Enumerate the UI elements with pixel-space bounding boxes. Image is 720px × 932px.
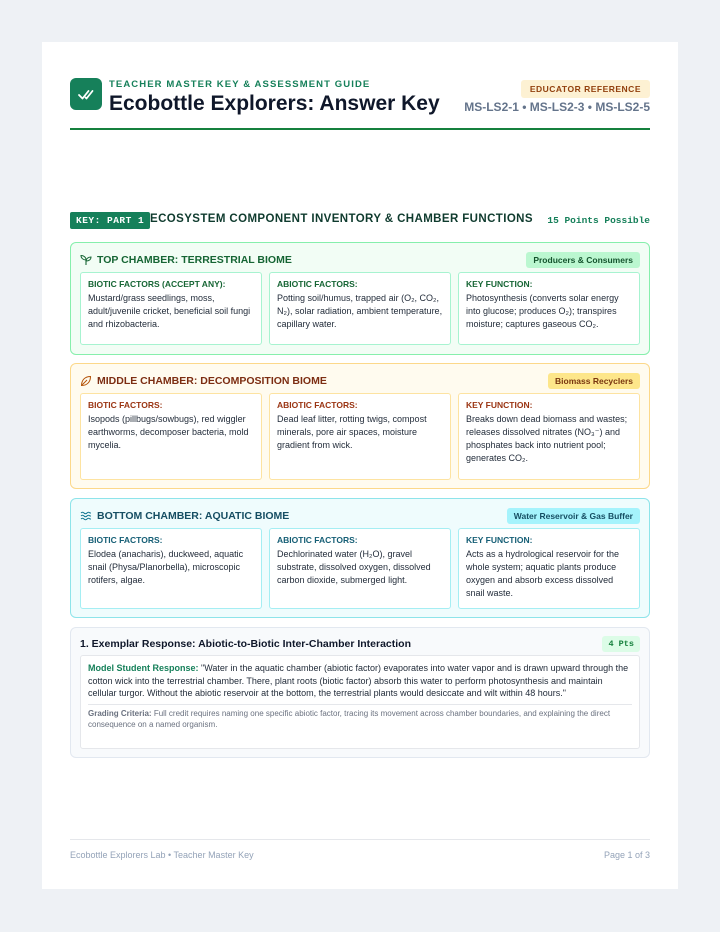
biotic-factors-card — [80, 393, 262, 480]
card-label: BIOTIC FACTORS (ACCEPT ANY): — [88, 279, 226, 289]
chamber-title — [80, 375, 327, 387]
chamber-aquatic — [70, 498, 650, 618]
chamber-title — [80, 510, 289, 522]
grading-criteria — [88, 708, 632, 730]
card-text: Breaks down dead biomass and wastes; releases dissolved nitrates (NO₃⁻) and phosphates back into nutrient pool; generates CO₂. — [466, 414, 628, 463]
chamber-title-text: TOP CHAMBER: TERRESTRIAL BIOME — [97, 254, 292, 266]
question-points-badge: 4 Pts — [602, 636, 640, 652]
chamber-badge: Producers & Consumers — [526, 252, 640, 268]
sprout-icon — [80, 254, 92, 266]
model-response-text: "Water in the aquatic chamber (abiotic factor) evaporates into water vapor and is drawn upward through the cotton wick into the terrestrial chamber. There, plant roots (biotic factor) absorb this water to perform photosynthesis and maintain cellular turgor. Without the abiotic reservoir at the bottom, the terrestrial plants would desiccate and wilt within 48 hours." — [88, 663, 629, 698]
divider — [88, 704, 632, 705]
section-title: ECOSYSTEM COMPONENT INVENTORY & CHAMBER FUNCTIONS — [150, 213, 533, 225]
card-label: ABIOTIC FACTORS: — [277, 535, 358, 545]
exemplar-question — [70, 627, 650, 758]
educator-reference-badge: EDUCATOR REFERENCE — [521, 80, 650, 98]
card-text: Photosynthesis (converts solar energy into glucose; produces O₂); transpires moisture; captures gaseous CO₂. — [466, 293, 619, 329]
model-response — [88, 662, 632, 700]
card-text: Dechlorinated water (H₂O), gravel substrate, dissolved oxygen, dissolved carbon dioxide, submerged light. — [277, 549, 431, 585]
section-points: 15 Points Possible — [547, 215, 650, 226]
double-check-icon — [77, 85, 95, 103]
card-label: ABIOTIC FACTORS: — [277, 400, 358, 410]
answer-key-page — [42, 42, 678, 889]
card-label: KEY FUNCTION: — [466, 400, 533, 410]
section-tag: KEY: PART 1 — [70, 212, 150, 229]
card-label: ABIOTIC FACTORS: — [277, 279, 358, 289]
biotic-factors-card — [80, 528, 262, 609]
page-footer — [70, 839, 650, 860]
page-number: Page 1 of 3 — [603, 850, 650, 860]
chamber-title-text: BOTTOM CHAMBER: AQUATIC BIOME — [97, 510, 290, 522]
header-kicker: TEACHER MASTER KEY & ASSESSMENT GUIDE — [109, 79, 371, 90]
chamber-title — [80, 254, 292, 266]
card-label: KEY FUNCTION: — [466, 535, 533, 545]
chamber-badge: Biomass Recyclers — [548, 373, 640, 389]
page-title: Ecobottle Explorers: Answer Key — [109, 92, 440, 115]
abiotic-factors-card — [269, 528, 451, 609]
question-title: 1. Exemplar Response: Abiotic-to-Biotic Inter-Chamber Interaction — [80, 638, 411, 650]
section-header — [70, 212, 650, 229]
model-response-label: Model Student Response: — [88, 663, 199, 673]
grading-criteria-text: Full credit requires naming one specific abiotic factor, tracing its movement across chamber boundaries, and explaining the direct consequence on a named organism. — [88, 708, 611, 729]
card-text: Mustard/grass seedlings, moss, adult/juvenile cricket, beneficial soil fungi and rhizobacteria. — [88, 293, 251, 329]
chamber-badge: Water Reservoir & Gas Buffer — [507, 508, 640, 524]
card-text: Elodea (anacharis), duckweed, aquatic snail (Physa/Planorbella), microscopic rotifers, algae. — [88, 549, 244, 585]
card-text: Dead leaf litter, rotting twigs, compost minerals, pore air spaces, moisture gradient from wick. — [277, 414, 427, 450]
card-label: BIOTIC FACTORS: — [88, 400, 163, 410]
card-text: Potting soil/humus, trapped air (O₂, CO₂, N₂), solar radiation, ambient temperature, capillary water. — [277, 293, 443, 329]
leaf-icon — [80, 375, 92, 387]
chamber-decomposition — [70, 363, 650, 489]
grading-criteria-label: Grading Criteria: — [88, 708, 152, 718]
abiotic-factors-card — [269, 393, 451, 480]
key-function-card — [458, 528, 640, 609]
footer-title: Ecobottle Explorers Lab • Teacher Master Key — [70, 850, 254, 860]
question-answer-box — [80, 655, 640, 749]
logo — [70, 78, 102, 110]
waves-icon — [80, 510, 92, 522]
standards-list: MS-LS2-1 • MS-LS2-3 • MS-LS2-5 — [464, 100, 650, 114]
card-text: Isopods (pillbugs/sowbugs), red wiggler earthworms, decomposer bacteria, mold mycelia. — [88, 414, 249, 450]
key-function-card — [458, 272, 640, 345]
card-text: Acts as a hydrological reservoir for the whole system; aquatic plants produce oxygen and absorb excess dissolved snail waste. — [466, 549, 620, 598]
document-header — [70, 78, 650, 130]
abiotic-factors-card — [269, 272, 451, 345]
key-function-card — [458, 393, 640, 480]
chamber-title-text: MIDDLE CHAMBER: DECOMPOSITION BIOME — [97, 375, 327, 387]
biotic-factors-card — [80, 272, 262, 345]
chamber-terrestrial — [70, 242, 650, 355]
card-label: KEY FUNCTION: — [466, 279, 533, 289]
card-label: BIOTIC FACTORS: — [88, 535, 163, 545]
